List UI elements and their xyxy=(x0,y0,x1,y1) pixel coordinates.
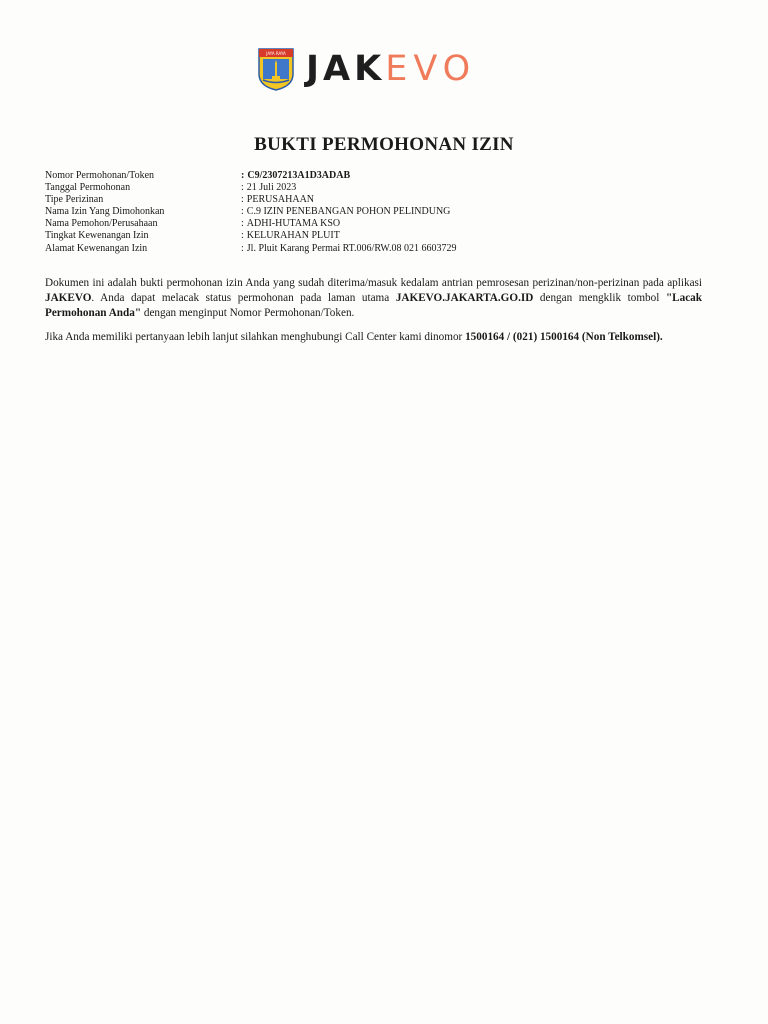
info-label: Tanggal Permohonan xyxy=(45,182,131,194)
info-row-token xyxy=(45,170,705,182)
info-row-permit-name xyxy=(45,206,705,218)
info-value-authority-address: : Jl. Pluit Karang Permai RT.006/RW.08 021 6603729 xyxy=(241,242,457,254)
info-label: Nama Izin Yang Dimohonkan xyxy=(45,206,165,218)
info-value-type: : PERUSAHAAN xyxy=(241,194,315,206)
info-value-token: : C9/2307213A1D3ADAB xyxy=(241,170,351,181)
info-row-type xyxy=(45,194,705,206)
info-label: Tipe Perizinan xyxy=(45,194,104,206)
info-label: Alamat Kewenangan Izin xyxy=(45,242,148,254)
info-value-authority-level: : KELURAHAN PLUIT xyxy=(241,230,340,242)
contact-paragraph: Jika Anda memiliki pertanyaan lebih lanjut silahkan menghubungi Call Center kami dinomor 1500164 / (021) 1500164 (Non Telkomsel). xyxy=(45,331,663,343)
jakarta-seal-icon xyxy=(256,46,296,92)
brand-wordmark xyxy=(306,48,477,89)
application-info-table xyxy=(45,170,705,255)
info-row-date xyxy=(45,182,705,194)
jakevo-logo xyxy=(256,46,476,92)
info-label: Nomor Permohonan/Token xyxy=(45,170,155,181)
info-value-applicant: : ADHI-HUTAMA KSO xyxy=(241,218,341,230)
brand-prefix: JAK xyxy=(306,48,386,89)
document-title: BUKTI PERMOHONAN IZIN xyxy=(254,134,514,155)
brand-suffix: EVO xyxy=(385,48,477,89)
info-row-authority-address xyxy=(45,243,705,255)
svg-text:JAYA RAYA: JAYA RAYA xyxy=(266,51,286,56)
info-label: Nama Pemohon/Perusahaan xyxy=(45,218,158,230)
info-label: Tingkat Kewenangan Izin xyxy=(45,230,149,242)
info-row-applicant xyxy=(45,218,705,230)
info-value-date: : 21 Juli 2023 xyxy=(241,182,297,194)
receipt-description-paragraph: Dokumen ini adalah bukti permohonan izin Anda yang sudah diterima/masuk kedalam antrian pemrosesan perizinan/non-perizinan pada aplikasi JAKEVO. Anda dapat melacak status permohonan pada laman utama JAKEVO.JAKARTA.GO.ID dengan mengklik tombol "Lacak Permohonan Anda" dengan menginput Nomor Permohonan/Token. xyxy=(45,277,703,320)
info-row-authority-level xyxy=(45,230,705,242)
info-value-permit-name: : C.9 IZIN PENEBANGAN POHON PELINDUNG xyxy=(241,206,451,218)
